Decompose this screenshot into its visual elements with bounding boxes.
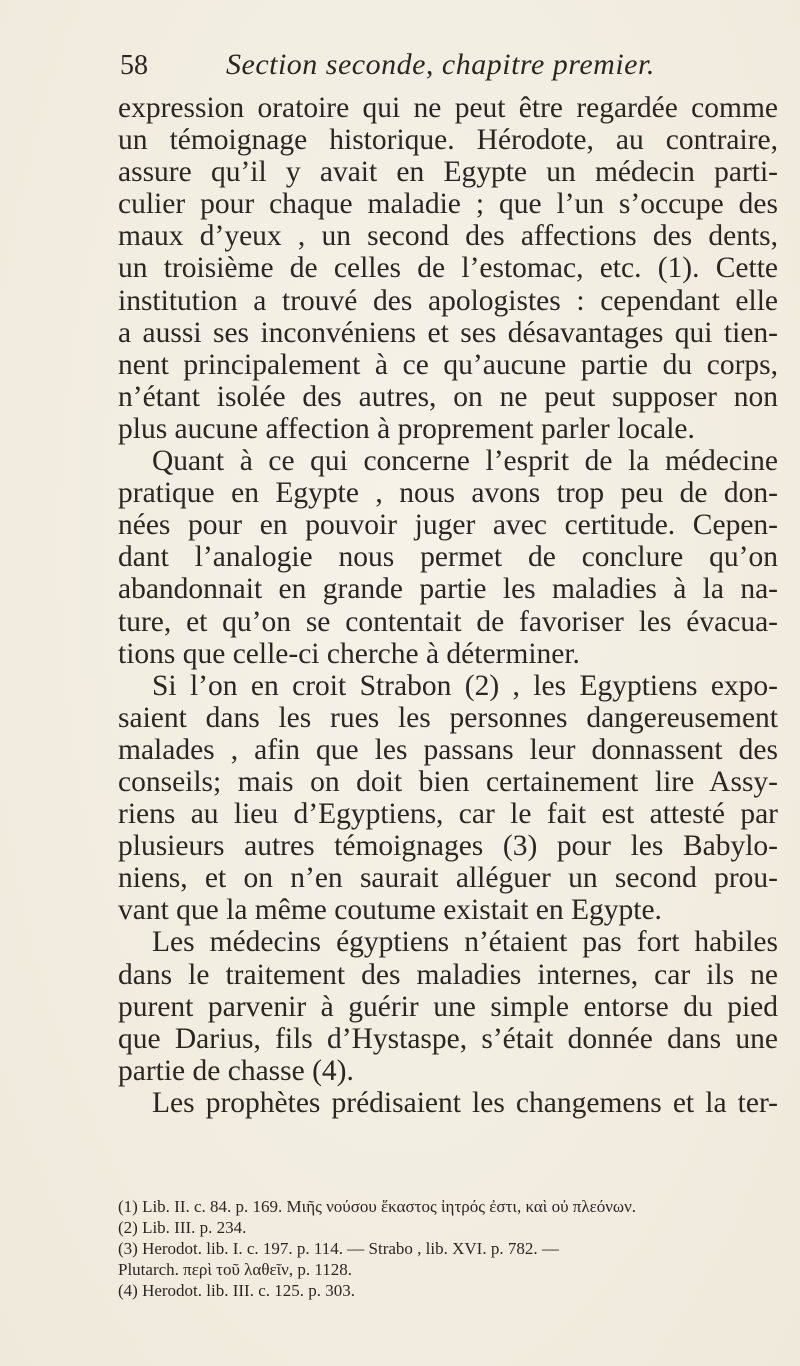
text-line: vant que la même coutume existait en Egypte. — [118, 894, 662, 927]
footnote-1: (1) Lib. II. c. 84. p. 169. Μιῆς νούσου ἕκαστος ἰητρός ἐστι, καὶ οὐ πλεόνων. — [118, 1197, 637, 1216]
text-line: niens, et on n’en saurait alléguer un second prou- — [118, 862, 778, 895]
footnote-3: (3) Herodot. lib. I. c. 197. p. 114. — Strabo , lib. XVI. p. 782. — — [118, 1239, 559, 1258]
text-line: saient dans les rues les personnes dangereusement — [118, 701, 778, 734]
text-line: purent parvenir à guérir une simple entorse du pied — [118, 990, 778, 1023]
text-line: maux d’yeux , un second des affections des dents, — [118, 220, 778, 253]
text-line: tions que celle-ci cherche à déterminer. — [118, 637, 580, 670]
text-line: a aussi ses inconvéniens et ses désavantages qui tien- — [118, 316, 778, 349]
text-line: expression oratoire qui ne peut être regardée comme — [118, 92, 778, 124]
text-line: Si l’on en croit Strabon (2) , les Egyptiens expo- — [152, 669, 778, 702]
footnote-3-continued: Plutarch. περὶ τοῦ λαθεῖν, p. 1128. — [118, 1260, 352, 1279]
page-header — [120, 50, 770, 90]
text-line: nent principalement à ce qu’aucune partie du corps, — [118, 348, 778, 381]
text-line: plusieurs autres témoignages (3) pour les Babylo- — [118, 830, 778, 863]
text-line: nées pour en pouvoir juger avec certitude. Cepen- — [118, 509, 778, 542]
text-line: riens au lieu d’Egyptiens, car le fait est attesté par — [118, 798, 778, 831]
text-line: pratique en Egypte , nous avons trop peu de don- — [118, 477, 778, 510]
text-line: partie de chasse (4). — [118, 1054, 354, 1087]
text-line: abandonnait en grande partie les maladies à la na- — [118, 573, 778, 606]
footnotes — [118, 1196, 778, 1301]
text-line: n’étant isolée des autres, on ne peut supposer non — [118, 380, 778, 413]
footnote-4: (4) Herodot. lib. III. c. 125. p. 303. — [118, 1281, 356, 1300]
text-line: ture, et qu’on se contentait de favoriser les évacua- — [118, 605, 778, 638]
text-line: assure qu’il y avait en Egypte un médecin parti- — [118, 156, 778, 189]
text-line: Les prophètes prédisaient les changemens et la ter- — [152, 1086, 778, 1119]
text-line: Les médecins égyptiens n’étaient pas fort habiles — [152, 926, 778, 959]
text-line: Quant à ce qui concerne l’esprit de la médecine — [152, 445, 778, 478]
text-line: culier pour chaque maladie ; que l’un s’occupe des — [118, 188, 778, 221]
text-line: malades , afin que les passans leur donnassent des — [118, 733, 778, 766]
text-line: conseils; mais on doit bien certainement lire Assy- — [118, 765, 778, 798]
text-line: un troisième de celles de l’estomac, etc. (1). Cette — [118, 252, 778, 285]
body-text — [118, 92, 778, 1119]
text-line: plus aucune affection à proprement parler locale. — [118, 412, 695, 445]
footnote-2: (2) Lib. III. p. 234. — [118, 1218, 247, 1237]
text-line: dant l’analogie nous permet de conclure qu’on — [118, 541, 778, 574]
page-number: 58 — [120, 50, 148, 81]
text-line: dans le traitement des maladies internes, car ils ne — [118, 958, 778, 991]
running-title: Section seconde, chapitre premier. — [226, 48, 655, 81]
text-line: que Darius, fils d’Hystaspe, s’était donnée dans une — [118, 1022, 778, 1055]
text-line: un témoignage historique. Hérodote, au contraire, — [118, 124, 778, 157]
text-line: institution a trouvé des apologistes : cependant elle — [118, 284, 778, 317]
